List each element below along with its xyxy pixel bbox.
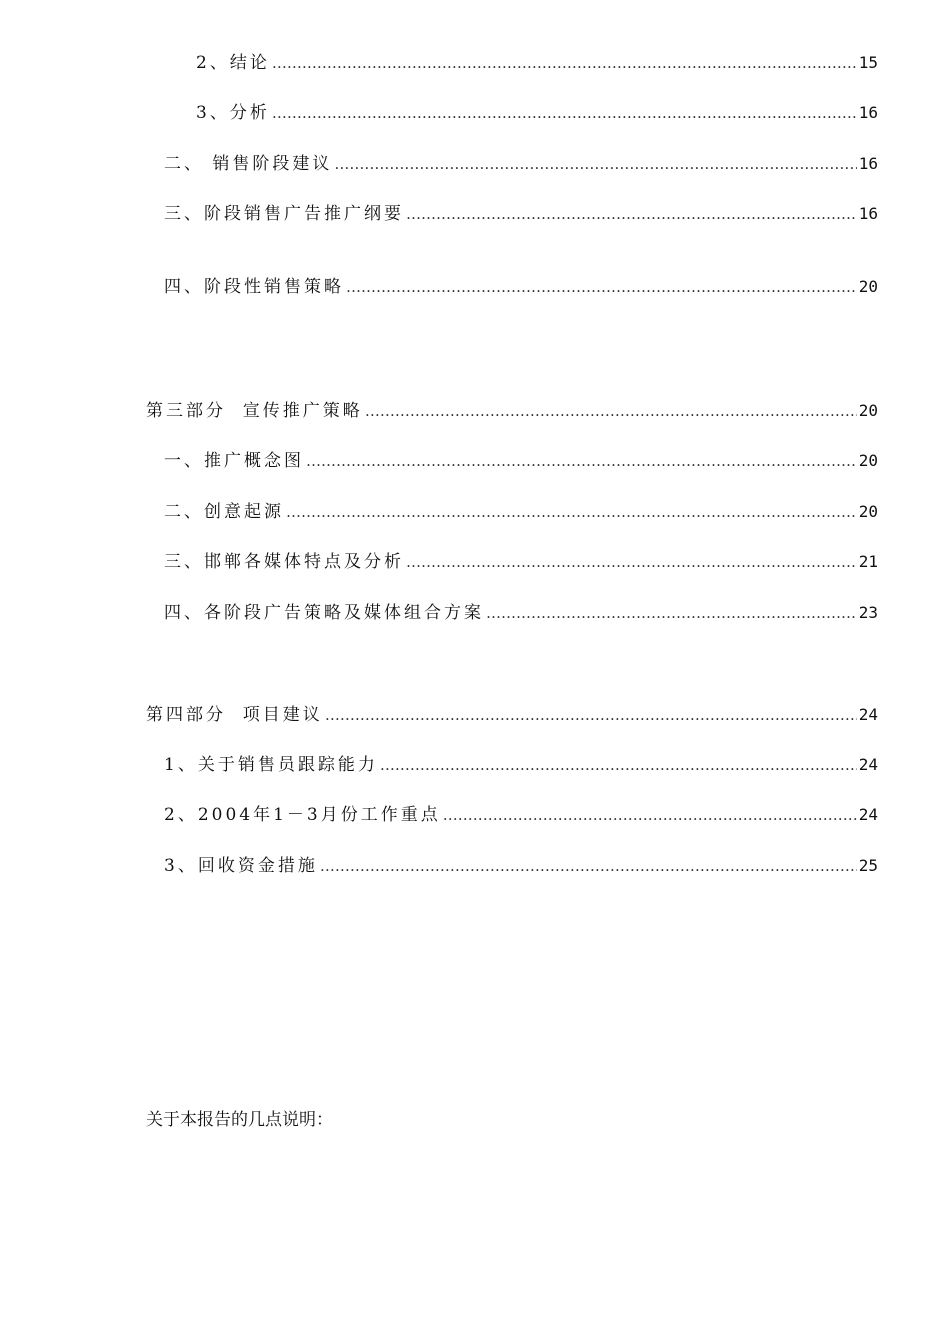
dot-leader: [286, 498, 857, 526]
toc-entry: [0, 99, 878, 127]
toc-entry-title: 3、回收资金措施: [164, 856, 318, 876]
toc-entry-page: 16: [858, 103, 878, 122]
toc-entry: [0, 447, 878, 475]
toc-entry-page: 24: [858, 805, 878, 824]
toc-entry-title: 二、创意起源: [164, 502, 284, 522]
toc-entry-page: 23: [858, 603, 878, 622]
dot-leader: [346, 273, 857, 301]
toc-entry: [0, 200, 878, 228]
toc-entry: [0, 548, 878, 576]
toc-entry-page: 24: [858, 705, 878, 724]
report-notes-heading: 关于本报告的几点说明：: [146, 1110, 333, 1130]
toc-entry-title: 二、 销售阶段建议: [164, 154, 333, 174]
toc-entry-title: 四、各阶段广告策略及媒体组合方案: [164, 603, 484, 623]
toc-entry-page: 20: [858, 277, 878, 296]
toc-entry: [0, 751, 878, 779]
dot-leader: [325, 701, 857, 729]
toc-entry-page: 25: [858, 856, 878, 875]
toc-entry-title: 一、推广概念图: [164, 451, 304, 471]
toc-entry: [0, 852, 878, 880]
toc-entry-title: 第三部分 宣传推广策略: [146, 401, 363, 421]
toc-entry-title: 四、阶段性销售策略: [164, 277, 344, 297]
dot-leader: [406, 548, 857, 576]
toc-entry-title: 1、关于销售员跟踪能力: [164, 755, 378, 775]
toc-entry-title: 三、邯郸各媒体特点及分析: [164, 552, 404, 572]
toc-entry-page: 16: [858, 154, 878, 173]
dot-leader: [443, 801, 857, 829]
toc-part-heading: [0, 701, 878, 729]
toc-entry-page: 20: [858, 502, 878, 521]
dot-leader: [365, 397, 857, 425]
toc-entry-page: 16: [858, 204, 878, 223]
toc-entry: [0, 150, 878, 178]
dot-leader: [306, 447, 857, 475]
toc-entry-page: 15: [858, 53, 878, 72]
toc-entry: [0, 49, 878, 77]
toc-entry-title: 三、阶段销售广告推广纲要: [164, 204, 404, 224]
toc-entry-page: 20: [858, 401, 878, 420]
dot-leader: [272, 99, 857, 127]
dot-leader: [380, 751, 857, 779]
toc-entry-title: 3、分析: [196, 103, 270, 123]
toc-entry-title: 2、结论: [196, 53, 270, 73]
toc-entry: [0, 801, 878, 829]
toc-entry-title: 2、2004年1－3月份工作重点: [164, 805, 441, 825]
toc-entry-title: 第四部分 项目建议: [146, 705, 323, 725]
dot-leader: [272, 49, 857, 77]
dot-leader: [406, 200, 857, 228]
toc-entry: [0, 273, 878, 301]
toc-entry: [0, 599, 878, 627]
dot-leader: [334, 150, 856, 178]
toc-entry-page: 20: [858, 451, 878, 470]
toc-entry: [0, 498, 878, 526]
toc-entry-page: 24: [858, 755, 878, 774]
dot-leader: [486, 599, 857, 627]
toc-part-heading: [0, 397, 878, 425]
toc-entry-page: 21: [858, 552, 878, 571]
dot-leader: [320, 852, 857, 880]
